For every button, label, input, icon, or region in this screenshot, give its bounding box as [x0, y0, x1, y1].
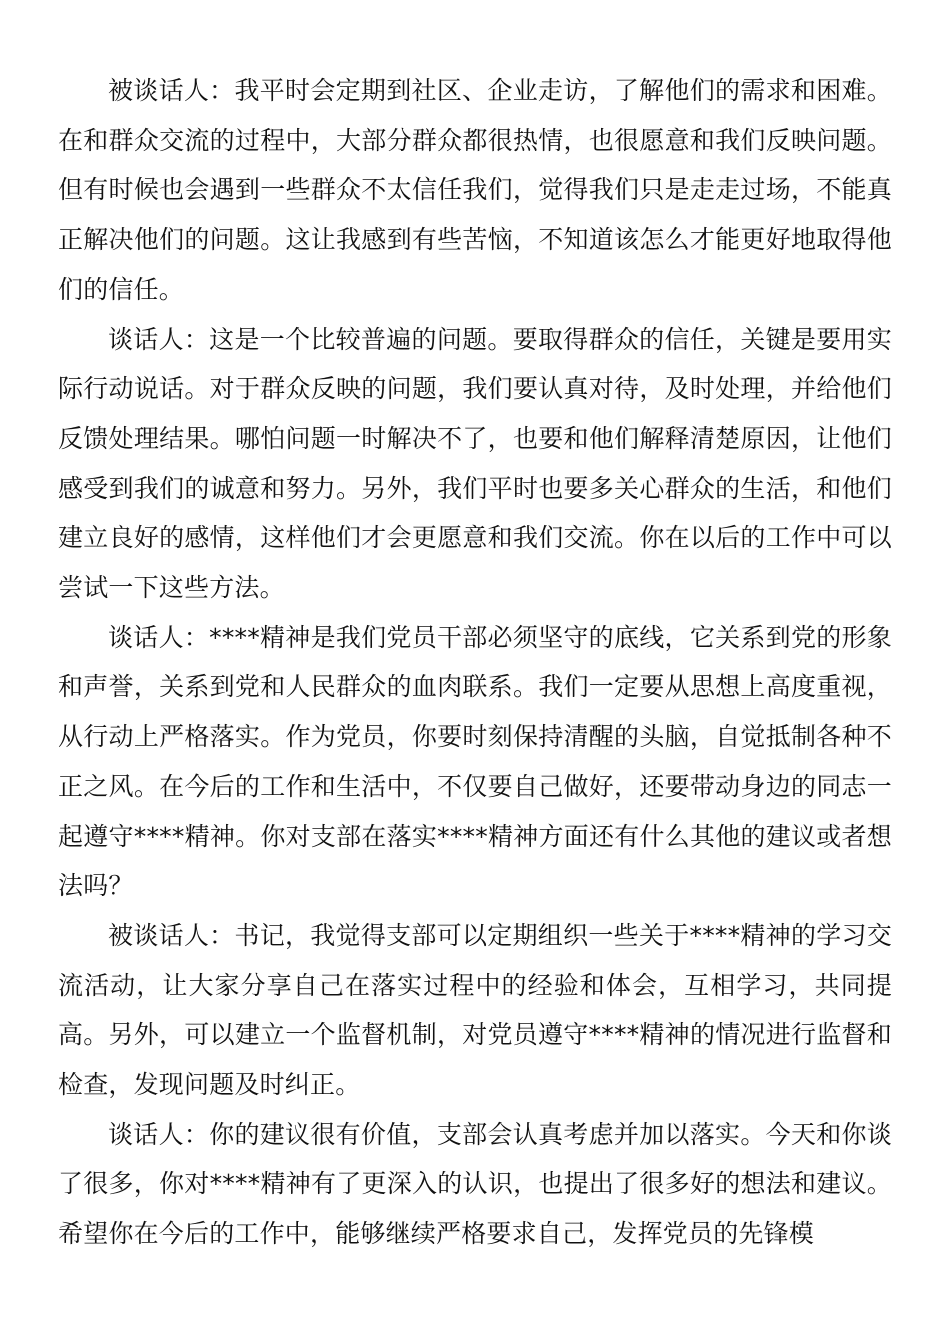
paragraph-respondent-community-visits: 被谈话人：我平时会定期到社区、企业走访，了解他们的需求和困难。在和群众交流的过程中，大部分群众都很热情，也很愿意和我们反映问题。但有时候也会遇到一些群众不太信任我们，觉得我们只是走走过场，不能真正解决他们的问题。这让我感到有些苦恼，不知道该怎么才能更好地取得他们的信任。	[58, 76, 892, 304]
paragraph-respondent-suggestions: 被谈话人：书记，我觉得支部可以定期组织一些关于****精神的学习交流活动，让大家分享自己在落实过程中的经验和体会，互相学习，共同提高。另外，可以建立一个监督机制，对党员遵守****精神的情况进行监督和检查，发现问题及时纠正。	[58, 920, 892, 1100]
document-page	[58, 66, 892, 1259]
paragraph-interviewer-earning-trust: 谈话人：这是一个比较普遍的问题。要取得群众的信任，关键是要用实际行动说话。对于群众反映的问题，我们要认真对待，及时处理，并给他们反馈处理结果。哪怕问题一时解决不了，也要和他们解释清楚原因，让他们感受到我们的诚意和努力。另外，我们平时也要多关心群众的生活，和他们建立良好的感情，这样他们才会更愿意和我们交流。你在以后的工作中可以尝试一下这些方法。	[58, 324, 892, 603]
paragraph-interviewer-spirit-discipline: 谈话人：****精神是我们党员干部必须坚守的底线，它关系到党的形象和声誉，关系到党和人民群众的血肉联系。我们一定要从思想上高度重视，从行动上严格落实。作为党员，你要时刻保持清醒的头脑，自觉抵制各种不正之风。在今后的工作和生活中，不仅要自己做好，还要带动身边的同志一起遵守****精神。你对支部在落实****精神方面还有什么其他的建议或者想法吗？	[58, 622, 892, 901]
paragraph-interviewer-closing: 谈话人：你的建议很有价值，支部会认真考虑并加以落实。今天和你谈了很多，你对****精神有了更深入的认识，也提出了很多好的想法和建议。希望你在今后的工作中，能够继续严格要求自己，发挥党员的先锋模	[58, 1119, 892, 1249]
